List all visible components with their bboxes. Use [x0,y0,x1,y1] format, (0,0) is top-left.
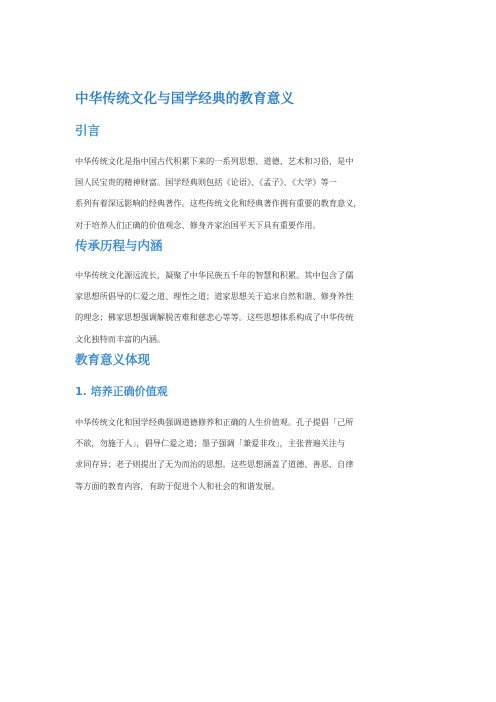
introduction-paragraph [75,151,425,236]
paragraph-line: 对于培养人们正确的价值观念、修身齐家治国平天下具有重要作用。 [75,219,321,230]
paragraph-line: 中华传统文化是指中国古代积累下来的一系列思想、道德、艺术和习俗，是中 [75,156,354,166]
paragraph-line: 求同存异；老子则提出了无为而治的思想。这些思想涵盖了道德、善恶、自律 [75,459,354,470]
paragraph-line: 家思想所倡导的仁爱之道、理性之道；道家思想关于追求自然和谐、修身养性 [75,291,354,302]
section-heading-introduction: 引言 [75,123,101,138]
values-paragraph [75,412,425,497]
section-heading-education: 教育意义体现 [75,352,151,367]
paragraph-line: 国人民宝贵的精神财富。国学经典则包括《论语》、《孟子》、《大学》等一 [75,177,337,188]
subsection-heading-values: 1. 培养正确价值观 [75,385,168,398]
paragraph-line: 系列有着深远影响的经典著作。这些传统文化和经典著作拥有重要的教育意义， [75,198,362,209]
document-title: 中华传统文化与国学经典的教育意义 [75,91,295,107]
paragraph-line: 文化独特而丰富的内涵。 [75,333,166,344]
paragraph-line: 的理念；佛家思想强调解脱苦难和慈悲心等等。这些思想体系构成了中华传统 [75,312,354,323]
paragraph-line: 等方面的教育内容，有助于促进个人和社会的和谐发展。 [75,480,280,491]
paragraph-line: 中华传统文化源远流长，凝聚了中华民族五千年的智慧和积累。其中包含了儒 [75,270,354,280]
heritage-paragraph [75,265,425,350]
paragraph-line: 不欲，勿施于人」，倡导仁爱之道；墨子强调「兼爱非攻」，主张普遍关注与 [75,438,346,449]
section-heading-heritage: 传承历程与内涵 [75,238,163,253]
paragraph-line: 中华传统文化和国学经典强调道德修养和正确的人生价值观。孔子提倡「己所 [75,417,354,427]
